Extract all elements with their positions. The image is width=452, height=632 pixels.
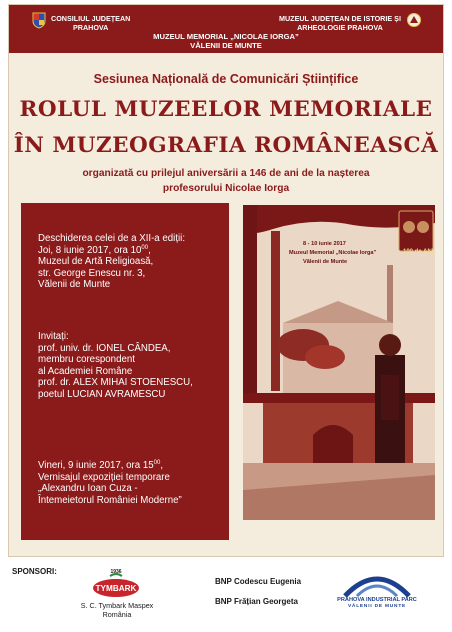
event-photo: [243, 205, 435, 520]
photo-caption-dates: 8 - 10 iunie 2017: [303, 241, 346, 247]
industrial-park-name: PRAHOVA INDUSTRIAL PARC: [337, 597, 417, 603]
sponsor-bnp-fratian: BNP Frățian Georgeta: [215, 597, 298, 606]
main-title-line2: ÎN MUZEOGRAFIA ROMÂNEASCĂ: [13, 133, 439, 158]
program-panel: [21, 203, 229, 540]
photo-caption-museum: Muzeul Memorial „Nicolae Iorga”: [289, 250, 377, 256]
sponsor-bnp-codescu: BNP Codescu Eugenia: [215, 577, 302, 586]
prahova-crest-icon: [32, 12, 46, 29]
museum-emblem-icon: [407, 12, 421, 29]
anniversary-stamp-label: 100 de ANI: [403, 249, 434, 255]
industrial-park-town: VĂLENII DE MUNTE: [347, 604, 407, 609]
subtitle: organizată cu prilejul aniversării a 146 de ani de la nașterea profesorului Nicolae Iorga: [82, 168, 370, 194]
tymbark-year: 1936: [110, 569, 122, 575]
tymbark-brand: TYMBARK: [95, 584, 137, 593]
history-museum-label: MUZEUL JUDEȚEAN DE ISTORIE ȘI ARHEOLOGIE PRAHOVA: [279, 14, 401, 32]
tymbark-company: S. C. Tymbark Maspex România: [80, 601, 154, 619]
sponsors-label: SPONSORI:: [12, 567, 57, 576]
county-council-label: CONSILIUL JUDEȚEAN PRAHOVA: [51, 14, 131, 32]
exhibition-block: Vineri, 9 iunie 2017, ora $15^{00}$, Vernisajul expoziției temporare „Alexandru Ioan Cuza - Întemeietorul României Moderne”: [38, 459, 182, 506]
memorial-museum-label: MUZEUL MEMORIAL „NICOLAE IORGA” VĂLENII DE MUNTE: [153, 32, 299, 50]
opening-block: Deschiderea celei de a XII-a ediții: Joi, 8 iunie 2017, ora $10^{00}$, Muzeul de Artă Religioasă, str. George Enescu nr. 3, Vălenii de Munte: [38, 233, 186, 291]
photo-caption-town: Vălenii de Munte: [303, 259, 348, 265]
session-heading: Sesiunea Națională de Comunicări Științifice: [93, 72, 359, 86]
guests-block: Invitați: prof. univ. dr. IONEL CÂNDEA, membru corespondent al Academiei Române prof. dr. ALEX MIHAI STOENESCU, poetul LUCIAN AVRAMESCU: [38, 331, 193, 400]
main-title-line1: ROLUL MUZEELOR MEMORIALE: [19, 97, 433, 122]
poster: [8, 4, 444, 557]
header-bar: [9, 5, 443, 53]
